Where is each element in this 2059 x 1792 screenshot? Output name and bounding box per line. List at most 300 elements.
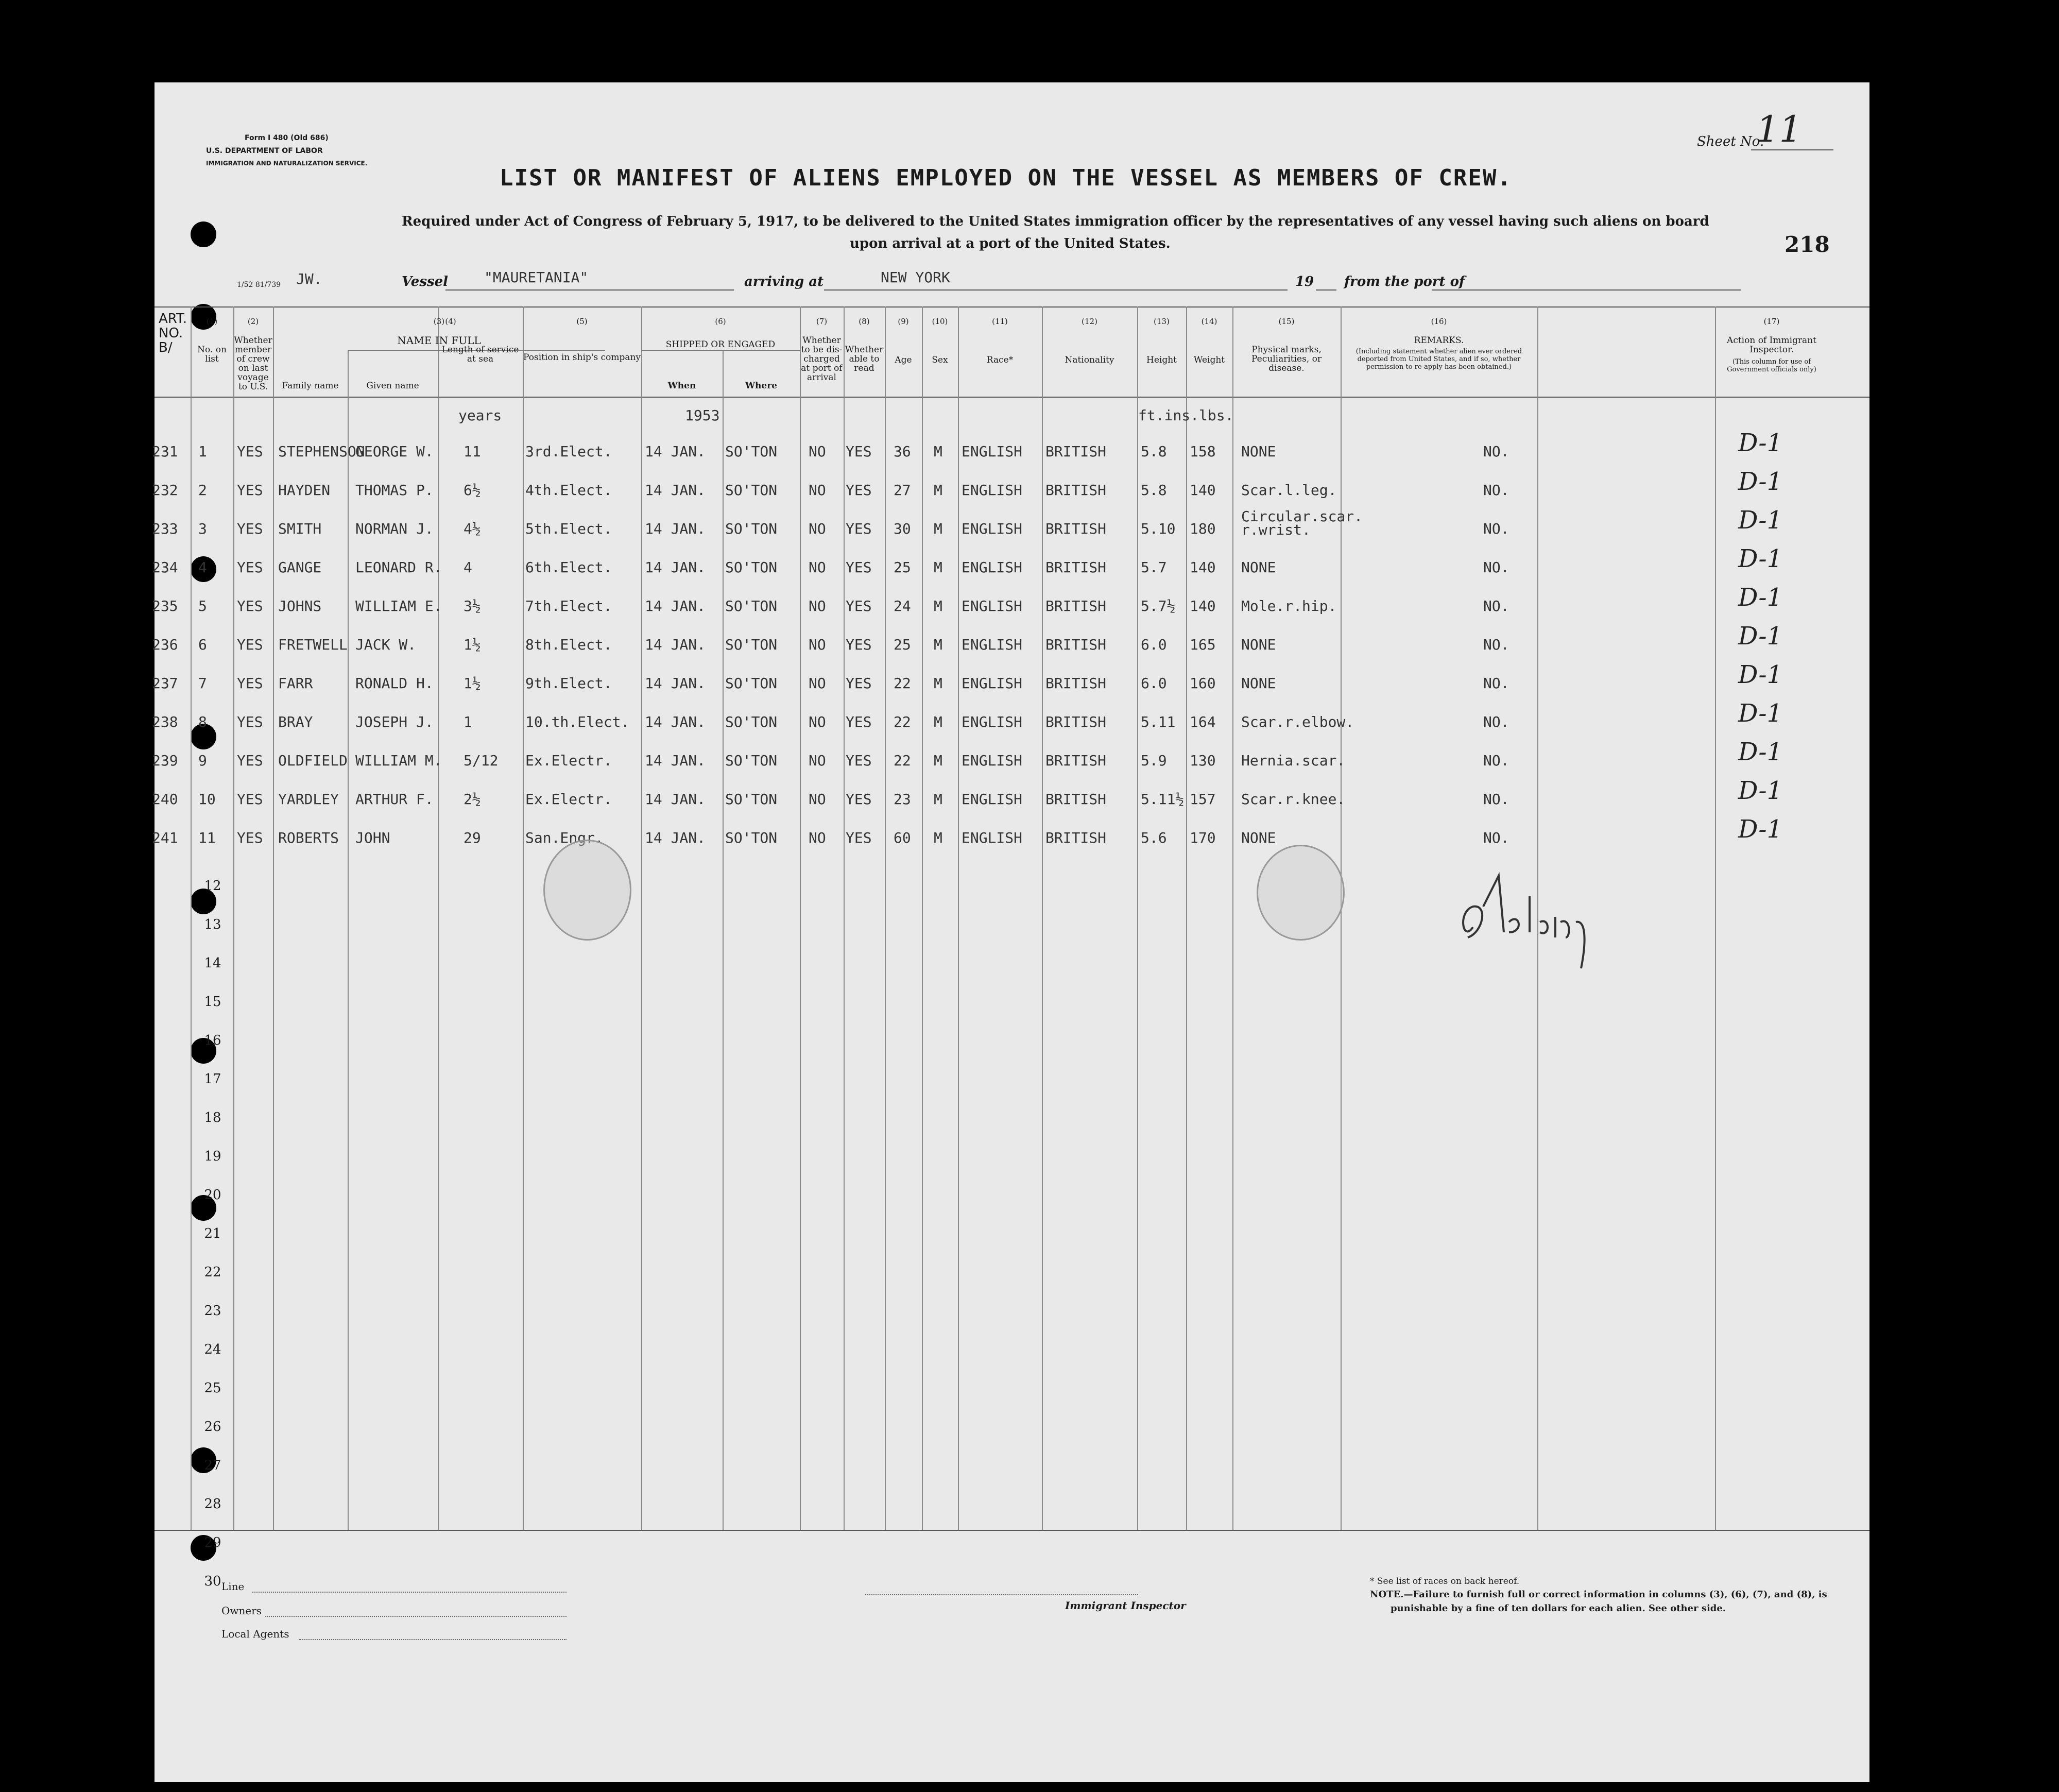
row-race: ENGLISH (962, 443, 1023, 460)
row-no: 10 (198, 791, 216, 808)
row-where: SO'TON (725, 598, 778, 615)
row-service: 2½ (464, 791, 481, 808)
row-position: Ex.Electr. (525, 752, 612, 769)
row-position: Ex.Electr. (525, 791, 612, 808)
row-weight: 158 (1190, 443, 1216, 460)
row-position: 4th.Elect. (525, 482, 612, 499)
row-position: 9th.Elect. (525, 675, 612, 692)
col-6-where-header: Where (745, 381, 778, 391)
vessel-label: Vessel (402, 274, 449, 289)
col-17-num: (17) (1763, 317, 1780, 326)
row-family: ROBERTS (278, 829, 339, 846)
row-remarks: NO. (1483, 598, 1509, 615)
row-when: 14 JAN. (645, 520, 706, 537)
page-number: 218 (1785, 232, 1830, 257)
row-position: 10.th.Elect. (525, 713, 630, 730)
row-read: YES (846, 752, 872, 769)
row-given: RONALD H. (355, 675, 434, 692)
row-prev: YES (237, 752, 263, 769)
row-nat: BRITISH (1045, 559, 1107, 576)
row-prev: YES (237, 482, 263, 499)
row-prev: YES (237, 443, 263, 460)
row-height: 5.7 (1141, 559, 1167, 576)
col-3-num: (3) (433, 317, 445, 326)
row-when: 14 JAN. (645, 443, 706, 460)
row-action: D-1 (1738, 467, 1783, 496)
col-9-header: Age (895, 355, 912, 365)
col-13-header: Height (1146, 355, 1177, 365)
row-where: SO'TON (725, 443, 778, 460)
row-marks: NONE (1241, 443, 1276, 460)
page-title: LIST OR MANIFEST OF ALIENS EMPLOYED ON THE VESSEL AS MEMBERS OF CREW. (500, 165, 1512, 191)
row-prev: YES (237, 791, 263, 808)
empty-row-number: 14 (204, 955, 221, 971)
col-11-num: (11) (992, 317, 1008, 326)
row-when: 14 JAN. (645, 559, 706, 576)
row-age: 24 (894, 598, 911, 615)
col-3-given-header: Given name (366, 381, 419, 391)
row-action: D-1 (1738, 544, 1783, 573)
row-race: ENGLISH (962, 752, 1023, 769)
empty-row-number: 19 (204, 1149, 221, 1164)
row-given: LEONARD R. (355, 559, 442, 576)
row-disch: NO (809, 675, 826, 692)
empty-row-number: 26 (204, 1419, 221, 1435)
col-6-when-header: When (667, 381, 696, 391)
empty-row-number: 22 (204, 1265, 221, 1280)
row-action: D-1 (1738, 776, 1783, 805)
col-6-header: SHIPPED OR ENGAGED (665, 339, 776, 350)
row-nat: BRITISH (1045, 752, 1107, 769)
arrival-port: NEW YORK (881, 269, 950, 286)
col-7-header: Whether to be dis-charged at port of arrival (801, 335, 843, 383)
row-given: ARTHUR F. (355, 791, 434, 808)
art-number-label: ART. NO. B/ (159, 311, 187, 355)
row-height: 6.0 (1141, 636, 1167, 653)
row-disch: NO (809, 752, 826, 769)
col-2-num: (2) (247, 317, 259, 326)
row-given: JOSEPH J. (355, 713, 434, 730)
col-4-num: (4) (445, 317, 456, 326)
col-16-num: (16) (1431, 317, 1447, 326)
official-stamp (1257, 845, 1345, 941)
row-art: 237 (152, 675, 178, 692)
row-remarks: NO. (1483, 829, 1509, 846)
row-where: SO'TON (725, 636, 778, 653)
row-race: ENGLISH (962, 675, 1023, 692)
row-read: YES (846, 482, 872, 499)
row-no: 6 (198, 636, 207, 653)
row-family: OLDFIELD (278, 752, 348, 769)
row-where: SO'TON (725, 520, 778, 537)
row-weight: 140 (1190, 598, 1216, 615)
row-race: ENGLISH (962, 829, 1023, 846)
row-remarks: NO. (1483, 443, 1509, 460)
col-15-header: Physical marks, Peculiarities, or disease. (1251, 345, 1322, 373)
row-family: SMITH (278, 520, 322, 537)
row-action: D-1 (1738, 583, 1783, 612)
row-no: 11 (198, 829, 216, 846)
row-marks: Mole.r.hip. (1241, 598, 1337, 615)
row-age: 23 (894, 791, 911, 808)
units-ftins: ft.ins.lbs. (1138, 407, 1234, 424)
footer-note-3: punishable by a fine of ten dollars for each alien. See other side. (1391, 1603, 1726, 1614)
col-13-num: (13) (1154, 317, 1170, 326)
row-no: 3 (198, 520, 207, 537)
row-sex: M (934, 829, 942, 846)
row-service: 29 (464, 829, 481, 846)
col-14-header: Weight (1193, 355, 1225, 365)
row-family: STEPHENSON (278, 443, 365, 460)
col-5-header: Position in ship's company (523, 352, 641, 363)
row-height: 6.0 (1141, 675, 1167, 692)
row-remarks: NO. (1483, 791, 1509, 808)
row-no: 7 (198, 675, 207, 692)
row-art: 241 (152, 829, 178, 846)
row-marks: NONE (1241, 559, 1276, 576)
col-9-num: (9) (898, 317, 909, 326)
row-position: 7th.Elect. (525, 598, 612, 615)
row-age: 22 (894, 713, 911, 730)
footer-owners-label: Owners (221, 1605, 262, 1617)
units-year: 1953 (685, 407, 720, 424)
col-12-num: (12) (1082, 317, 1097, 326)
form-number: Form I 480 (Old 686) (245, 134, 329, 142)
row-weight: 170 (1190, 829, 1216, 846)
row-art: 231 (152, 443, 178, 460)
empty-row-number: 18 (204, 1110, 221, 1125)
row-sex: M (934, 636, 942, 653)
col-17-header: Action of Immigrant Inspector. (1727, 335, 1816, 355)
units-years: years (458, 407, 502, 424)
row-marks: Scar.l.leg. (1241, 482, 1337, 499)
row-race: ENGLISH (962, 791, 1023, 808)
col-7-num: (7) (816, 317, 828, 326)
col-4-header: Length of service at sea (441, 345, 519, 364)
footer-line-label: Line (221, 1580, 245, 1593)
row-age: 22 (894, 675, 911, 692)
row-nat: BRITISH (1045, 791, 1107, 808)
row-when: 14 JAN. (645, 675, 706, 692)
row-disch: NO (809, 520, 826, 537)
row-marks: Scar.r.elbow. (1241, 713, 1354, 730)
row-weight: 140 (1190, 559, 1216, 576)
empty-row-number: 21 (204, 1226, 221, 1241)
row-given: WILLIAM E. (355, 598, 442, 615)
row-given: JOHN (355, 829, 390, 846)
punch-hole (191, 221, 216, 247)
row-where: SO'TON (725, 559, 778, 576)
reference: 1/52 81/739 (237, 281, 281, 289)
col-5-num: (5) (576, 317, 588, 326)
col-8-header: Whether able to read (845, 345, 884, 373)
row-nat: BRITISH (1045, 482, 1107, 499)
empty-row-number: 25 (204, 1380, 221, 1396)
row-marks: Circular.scar. r.wrist. (1241, 508, 1363, 538)
row-sex: M (934, 559, 942, 576)
row-read: YES (846, 713, 872, 730)
empty-row-number: 17 (204, 1071, 221, 1087)
col-6-num: (6) (715, 317, 726, 326)
col-11-header: Race* (986, 355, 1014, 365)
empty-row-number: 30 (204, 1574, 221, 1589)
footer-inspector-label: Immigrant Inspector (1065, 1599, 1186, 1612)
row-weight: 157 (1190, 791, 1216, 808)
row-art: 240 (152, 791, 178, 808)
row-age: 30 (894, 520, 911, 537)
row-disch: NO (809, 636, 826, 653)
col-12-header: Nationality (1065, 355, 1114, 365)
row-nat: BRITISH (1045, 675, 1107, 692)
row-where: SO'TON (725, 791, 778, 808)
row-given: THOMAS P. (355, 482, 434, 499)
col-3-header: NAME IN FULL (397, 334, 481, 347)
col-15-num: (15) (1278, 317, 1295, 326)
row-age: 22 (894, 752, 911, 769)
year-label: 19 (1295, 274, 1314, 289)
row-service: 3½ (464, 598, 481, 615)
row-prev: YES (237, 829, 263, 846)
row-given: WILLIAM M. (355, 752, 442, 769)
row-sex: M (934, 520, 942, 537)
col-14-num: (14) (1201, 317, 1217, 326)
col-1-header: No. on list (197, 345, 227, 364)
row-sex: M (934, 482, 942, 499)
row-no: 2 (198, 482, 207, 499)
row-action: D-1 (1738, 506, 1783, 535)
row-sex: M (934, 752, 942, 769)
subtitle-line1: Required under Act of Congress of February 5, 1917, to be delivered to the United States immigration officer by the representatives of any vessel having such aliens on board (402, 214, 1709, 229)
row-art: 238 (152, 713, 178, 730)
row-no: 1 (198, 443, 207, 460)
row-when: 14 JAN. (645, 598, 706, 615)
vessel-name: "MAURETANIA" (484, 269, 589, 286)
row-disch: NO (809, 443, 826, 460)
sheet-number: 11 (1756, 108, 1803, 150)
row-read: YES (846, 636, 872, 653)
empty-row-number: 13 (204, 917, 221, 932)
row-family: GANGE (278, 559, 322, 576)
row-given: GEORGE W. (355, 443, 434, 460)
row-family: HAYDEN (278, 482, 331, 499)
footer-note-2: NOTE.—Failure to furnish full or correct information in columns (3), (6), (7), and (8), is (1370, 1589, 1827, 1600)
sheet-label: Sheet No. (1697, 134, 1764, 149)
row-disch: NO (809, 713, 826, 730)
row-given: JACK W. (355, 636, 417, 653)
arriving-label: arriving at (744, 274, 824, 289)
row-position: 3rd.Elect. (525, 443, 612, 460)
row-height: 5.7½ (1141, 598, 1176, 615)
row-no: 9 (198, 752, 207, 769)
row-family: BRAY (278, 713, 313, 730)
col-10-header: Sex (932, 355, 948, 365)
empty-row-number: 23 (204, 1303, 221, 1319)
row-service: 1½ (464, 636, 481, 653)
row-where: SO'TON (725, 675, 778, 692)
row-read: YES (846, 829, 872, 846)
empty-row-number: 15 (204, 994, 221, 1010)
row-service: 4 (464, 559, 472, 576)
row-when: 14 JAN. (645, 713, 706, 730)
col-2-header: Whether member of crew on last voyage to U.S. (234, 335, 272, 392)
row-read: YES (846, 791, 872, 808)
row-weight: 160 (1190, 675, 1216, 692)
row-remarks: NO. (1483, 713, 1509, 730)
row-weight: 180 (1190, 520, 1216, 537)
row-height: 5.9 (1141, 752, 1167, 769)
row-when: 14 JAN. (645, 636, 706, 653)
row-disch: NO (809, 559, 826, 576)
row-marks: NONE (1241, 829, 1276, 846)
row-art: 235 (152, 598, 178, 615)
row-service: 1½ (464, 675, 481, 692)
row-action: D-1 (1738, 622, 1783, 651)
row-service: 4½ (464, 520, 481, 537)
col-3-family-header: Family name (282, 381, 339, 391)
row-service: 6½ (464, 482, 481, 499)
row-remarks: NO. (1483, 675, 1509, 692)
row-height: 5.8 (1141, 482, 1167, 499)
row-family: FRETWELL (278, 636, 348, 653)
row-nat: BRITISH (1045, 598, 1107, 615)
row-position: San.Engr. (525, 829, 604, 846)
manifest-sheet (152, 82, 1869, 1782)
row-remarks: NO. (1483, 482, 1509, 499)
row-prev: YES (237, 636, 263, 653)
row-read: YES (846, 598, 872, 615)
row-service: 1 (464, 713, 472, 730)
row-family: YARDLEY (278, 791, 339, 808)
row-race: ENGLISH (962, 598, 1023, 615)
row-sex: M (934, 713, 942, 730)
row-position: 6th.Elect. (525, 559, 612, 576)
row-disch: NO (809, 482, 826, 499)
row-height: 5.10 (1141, 520, 1176, 537)
from-port-label: from the port of (1344, 274, 1465, 289)
row-marks: Hernia.scar. (1241, 752, 1346, 769)
row-prev: YES (237, 713, 263, 730)
row-age: 25 (894, 636, 911, 653)
row-marks: NONE (1241, 636, 1276, 653)
row-marks: Scar.r.knee. (1241, 791, 1346, 808)
row-where: SO'TON (725, 829, 778, 846)
department: U.S. DEPARTMENT OF LABOR (206, 147, 323, 155)
row-nat: BRITISH (1045, 520, 1107, 537)
row-race: ENGLISH (962, 520, 1023, 537)
row-family: JOHNS (278, 598, 322, 615)
col-16-subheader: (Including statement whether alien ever ordered deported from United States, and if so, whether permission to re-apply has been obtained.) (1355, 348, 1522, 371)
row-read: YES (846, 443, 872, 460)
row-weight: 140 (1190, 482, 1216, 499)
row-height: 5.11 (1141, 713, 1176, 730)
row-prev: YES (237, 559, 263, 576)
row-where: SO'TON (725, 482, 778, 499)
col-16-header: REMARKS. (1414, 335, 1464, 346)
footer-agents-label: Local Agents (221, 1628, 289, 1640)
footer-note-1: * See list of races on back hereof. (1370, 1576, 1520, 1586)
row-nat: BRITISH (1045, 713, 1107, 730)
row-art: 234 (152, 559, 178, 576)
row-remarks: NO. (1483, 559, 1509, 576)
row-weight: 164 (1190, 713, 1216, 730)
row-where: SO'TON (725, 713, 778, 730)
row-weight: 130 (1190, 752, 1216, 769)
row-age: 27 (894, 482, 911, 499)
inspector-signature (1452, 865, 1607, 979)
row-action: D-1 (1738, 429, 1783, 457)
row-race: ENGLISH (962, 713, 1023, 730)
row-sex: M (934, 598, 942, 615)
row-sex: M (934, 443, 942, 460)
row-art: 232 (152, 482, 178, 499)
row-disch: NO (809, 829, 826, 846)
row-age: 36 (894, 443, 911, 460)
col-17-subheader: (This column for use of Government officials only) (1727, 358, 1816, 373)
row-art: 239 (152, 752, 178, 769)
row-when: 14 JAN. (645, 482, 706, 499)
subtitle-line2: upon arrival at a port of the United States. (850, 236, 1171, 251)
row-race: ENGLISH (962, 559, 1023, 576)
row-remarks: NO. (1483, 752, 1509, 769)
official-stamp (543, 840, 631, 941)
row-service: 5/12 (464, 752, 499, 769)
row-action: D-1 (1738, 815, 1783, 844)
empty-row-number: 20 (204, 1187, 221, 1203)
row-given: NORMAN J. (355, 520, 434, 537)
row-no: 8 (198, 713, 207, 730)
row-read: YES (846, 520, 872, 537)
row-weight: 165 (1190, 636, 1216, 653)
row-action: D-1 (1738, 699, 1783, 728)
row-position: 8th.Elect. (525, 636, 612, 653)
row-when: 14 JAN. (645, 752, 706, 769)
empty-row-number: 28 (204, 1496, 221, 1512)
row-nat: BRITISH (1045, 443, 1107, 460)
row-position: 5th.Elect. (525, 520, 612, 537)
row-height: 5.8 (1141, 443, 1167, 460)
col-8-num: (8) (859, 317, 870, 326)
row-when: 14 JAN. (645, 791, 706, 808)
row-height: 5.11½ (1141, 791, 1185, 808)
row-prev: YES (237, 520, 263, 537)
row-race: ENGLISH (962, 482, 1023, 499)
row-remarks: NO. (1483, 520, 1509, 537)
row-read: YES (846, 675, 872, 692)
row-where: SO'TON (725, 752, 778, 769)
row-remarks: NO. (1483, 636, 1509, 653)
row-sex: M (934, 675, 942, 692)
empty-row-number: 29 (204, 1535, 221, 1550)
row-service: 11 (464, 443, 481, 460)
row-nat: BRITISH (1045, 636, 1107, 653)
row-read: YES (846, 559, 872, 576)
row-action: D-1 (1738, 738, 1783, 766)
service: IMMIGRATION AND NATURALIZATION SERVICE. (206, 160, 368, 167)
row-disch: NO (809, 791, 826, 808)
row-action: D-1 (1738, 660, 1783, 689)
initials: JW. (296, 270, 322, 287)
row-prev: YES (237, 675, 263, 692)
row-race: ENGLISH (962, 636, 1023, 653)
empty-row-number: 12 (204, 878, 221, 894)
row-no: 4 (198, 559, 207, 576)
row-age: 25 (894, 559, 911, 576)
row-sex: M (934, 791, 942, 808)
row-height: 5.6 (1141, 829, 1167, 846)
row-art: 233 (152, 520, 178, 537)
row-age: 60 (894, 829, 911, 846)
empty-row-number: 27 (204, 1458, 221, 1473)
